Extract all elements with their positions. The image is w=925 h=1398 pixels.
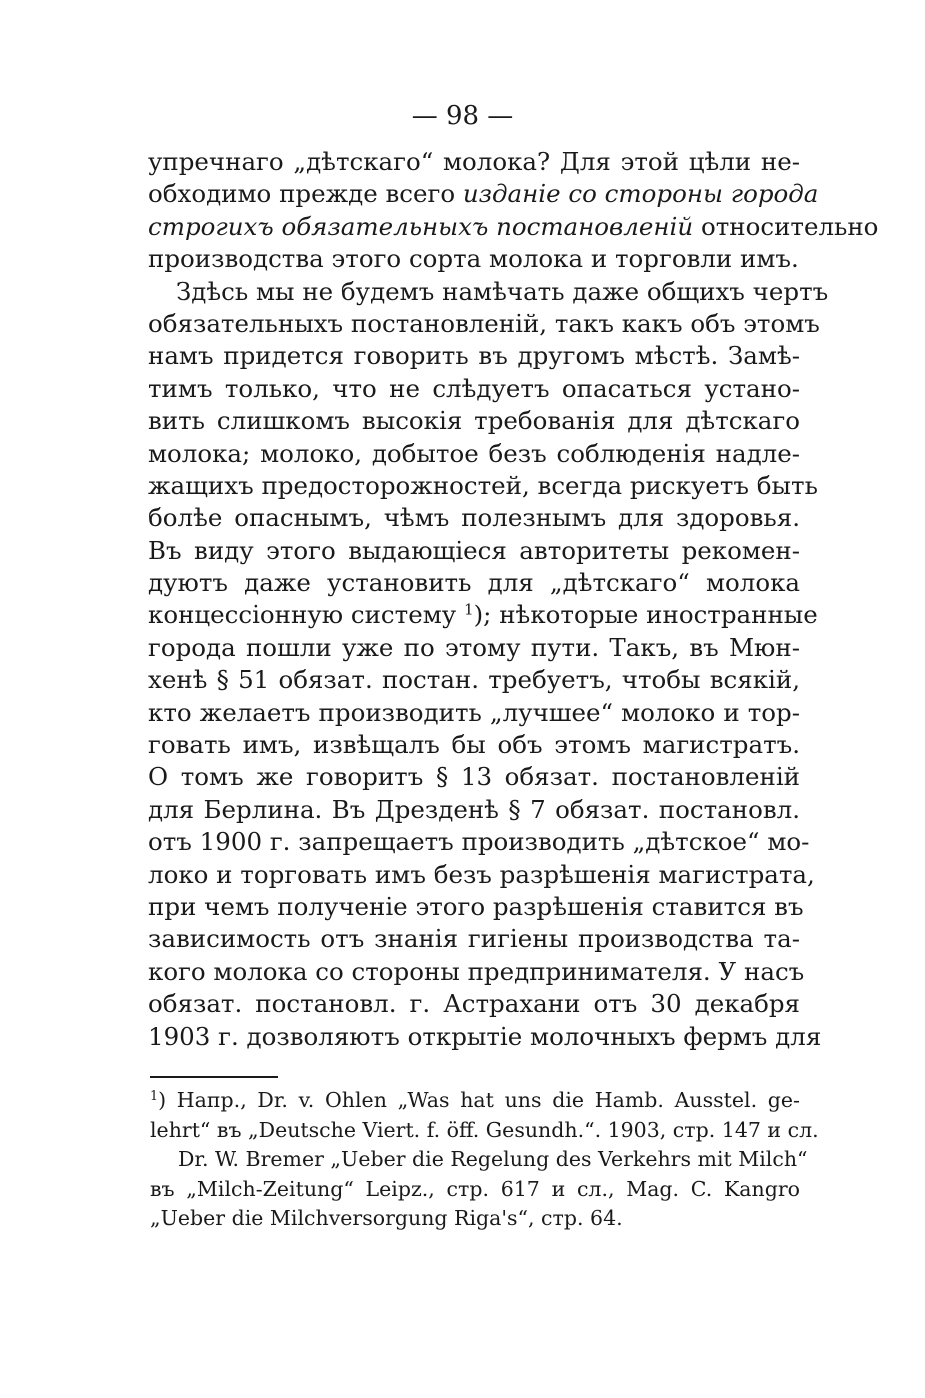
footnote-ref: 1	[463, 601, 474, 620]
footnote-line: „Ueber die Milchversorgung Riga's“, стр. 64.	[150, 1206, 623, 1230]
text-segment: ); нѣкоторые иностранные	[473, 600, 818, 630]
text-line: молока; молоко, добытое безъ соблюденія надле-	[148, 438, 800, 468]
body-text	[148, 146, 879, 1053]
text-line	[148, 211, 879, 243]
italic-segment: строгихъ обязательныхъ постановленій	[148, 211, 694, 241]
text-segment: концессіонную систему	[148, 600, 464, 630]
text-line	[148, 599, 818, 631]
italic-segment: изданіе со стороны города	[462, 179, 819, 209]
text-line: производства этого сорта молока и торговли имъ.	[148, 244, 799, 274]
text-line: вить слишкомъ высокія требованія для дѣтскаго	[148, 406, 800, 436]
footnote-divider	[150, 1076, 278, 1078]
text-line: 1903 г. дозволяютъ открытіе молочныхъ фермъ для	[148, 1021, 822, 1051]
footnote-line: Dr. W. Bremer „Ueber die Regelung des Verkehrs mit Milch“	[178, 1147, 808, 1171]
text-line	[148, 178, 819, 210]
text-line: намъ придется говорить въ другомъ мѣстѣ. Замѣ-	[148, 341, 800, 371]
text-line: обязат. постановл. г. Астрахани отъ 30 декабря	[148, 989, 800, 1019]
text-line: обязательныхъ постановленій, такъ какъ объ этомъ	[148, 308, 820, 338]
text-line: болѣе опаснымъ, чѣмъ полезнымъ для здоровья.	[148, 503, 800, 533]
footnote-text: ) Напр., Dr. v. Ohlen „Was hat uns die Hamb. Ausstel. ge-	[158, 1088, 800, 1112]
text-line: города пошли уже по этому пути. Такъ, въ Мюн-	[148, 632, 800, 662]
footnotes	[150, 1086, 819, 1234]
text-line: локо и торговать имъ безъ разрѣшенія магистрата,	[148, 859, 815, 889]
text-line: дуютъ даже установить для „дѣтскаго“ молока	[148, 568, 800, 598]
text-line: О томъ же говоритъ § 13 обязат. постановленій	[148, 762, 800, 792]
text-line: отъ 1900 г. запрещаетъ производить „дѣтское“ мо-	[148, 827, 810, 857]
text-line: тимъ только, что не слѣдуетъ опасаться устано-	[148, 373, 800, 403]
footnote-line: lehrt“ въ „Deutsche Viert. f. öff. Gesundh.“. 1903, стр. 147 и сл.	[150, 1117, 819, 1142]
text-line: говать имъ, извѣщалъ бы объ этомъ магистратъ.	[148, 730, 800, 760]
footnote-mark: 1	[150, 1088, 159, 1104]
text-segment: обходимо прежде всего	[148, 179, 463, 209]
text-line: хенѣ § 51 обязат. постан. требуетъ, чтобы всякій,	[148, 665, 800, 695]
text-line: при чемъ полученіе этого разрѣшенія ставится въ	[148, 891, 804, 921]
text-line: кого молока со стороны предпринимателя. У насъ	[148, 956, 805, 986]
page-number: — 98 —	[411, 101, 514, 131]
text-line: кто желаетъ производить „лучшее“ молоко и тор-	[148, 697, 800, 727]
text-line: Въ виду этого выдающіеся авторитеты рекомен-	[148, 535, 800, 565]
text-line: упречнаго „дѣтскаго“ молока? Для этой цѣли не-	[148, 147, 800, 176]
text-line: Здѣсь мы не будемъ намѣчать даже общихъ чертъ	[176, 276, 829, 306]
text-segment: относительно	[693, 211, 879, 241]
text-line: для Берлина. Въ Дрезденѣ § 7 обязат. постановл.	[148, 794, 800, 824]
footnote-line	[150, 1086, 800, 1116]
footnote-line: въ „Milch-Zeitung“ Leipz., стр. 617 и сл., Mag. C. Kangro	[150, 1176, 800, 1201]
text-line: жащихъ предосторожностей, всегда рискуетъ быть	[148, 470, 818, 500]
text-line: зависимость отъ знанія гигіены производства та-	[148, 924, 800, 954]
